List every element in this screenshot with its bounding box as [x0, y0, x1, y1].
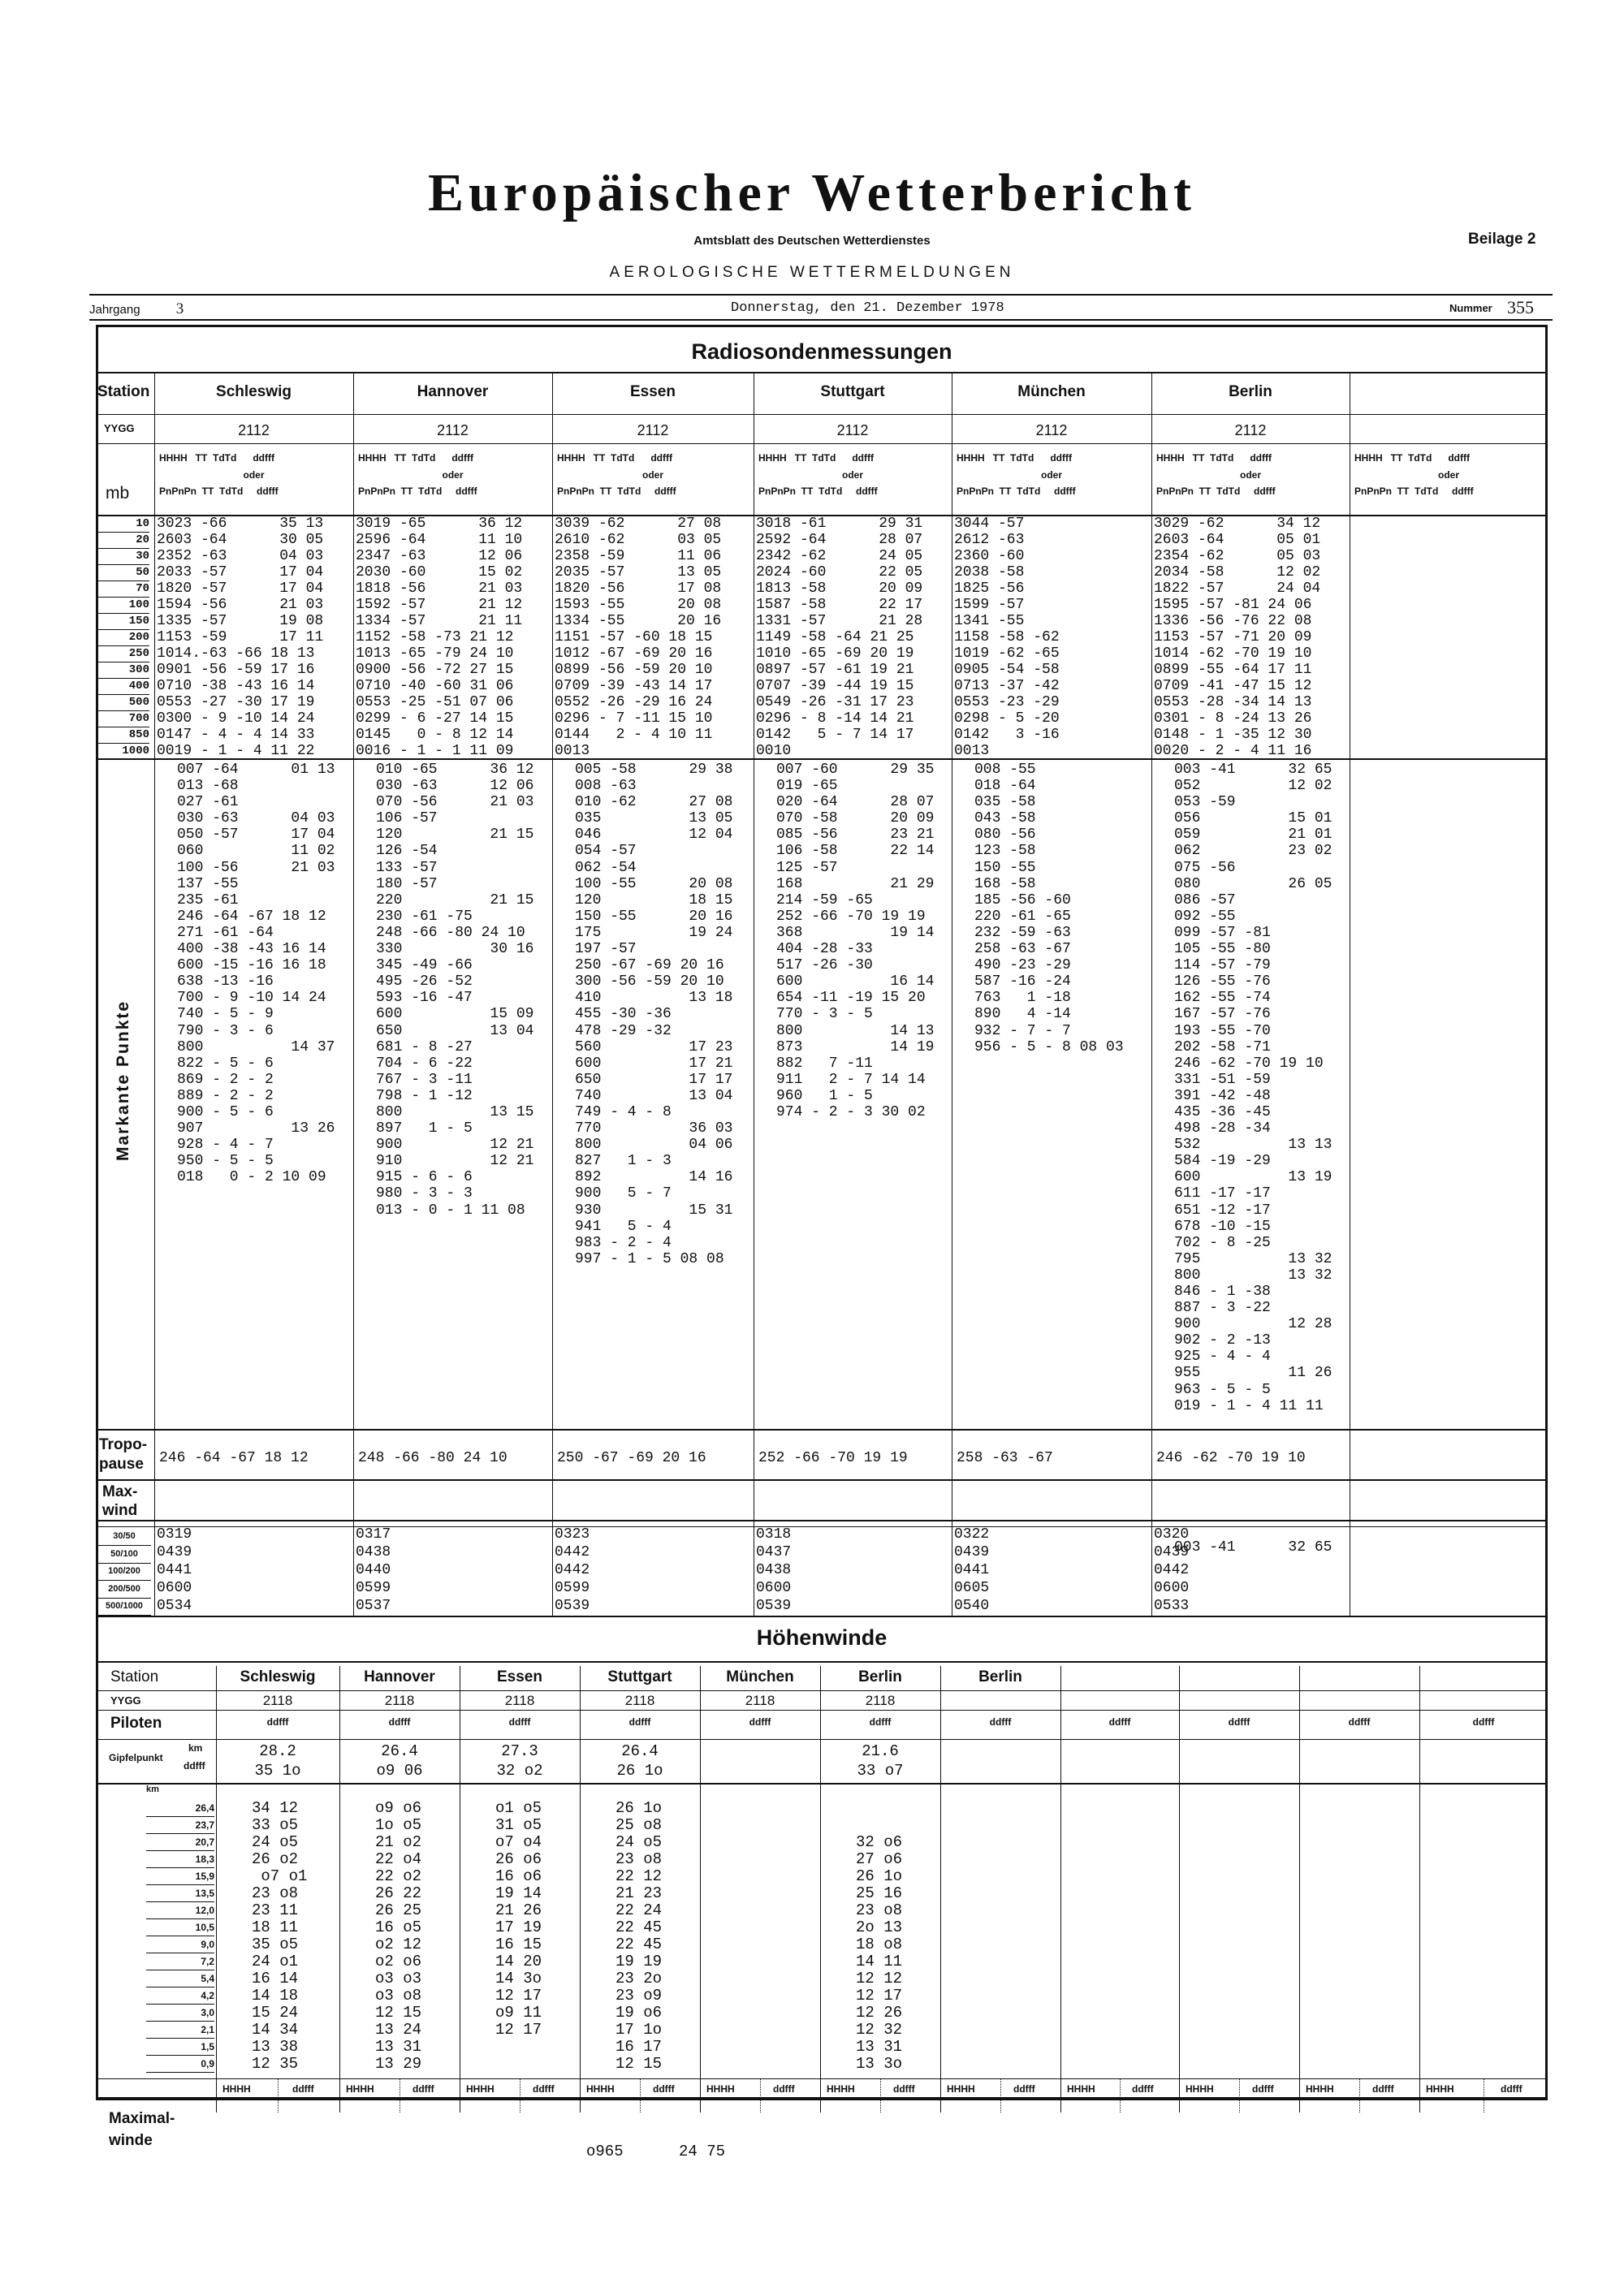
gipfel-km-label: km [188, 1742, 203, 1754]
tropopause-value: 258 -63 -67 [957, 1450, 1053, 1466]
maxw-hhhh-head: HHHH [1426, 2083, 1454, 2095]
maxw-ddfff-head: ddfff [1013, 2083, 1035, 2095]
maxw-ddfff-head: ddfff [1132, 2083, 1154, 2095]
maximal-winde-value: o965 24 75 [586, 2143, 726, 2160]
hw-ddfff-head: ddfff [1108, 1716, 1131, 1728]
gipfel-dd: 26 1o [616, 1762, 663, 1780]
station-name: Hannover [417, 383, 489, 400]
gipfel-dd: o9 06 [376, 1762, 423, 1780]
rs-row-rule [96, 443, 1548, 444]
hw-yygg-value: 2118 [624, 1693, 655, 1708]
mb-level: 10 [97, 516, 149, 533]
gipfel-km: 26.4 [381, 1742, 418, 1760]
col-head-line1: HHHH TT TdTd ddfff [957, 452, 1072, 464]
gipfel-label: Gipfelpunkt [109, 1752, 163, 1763]
maxw-split [640, 2078, 641, 2113]
gipfel-km: 21.6 [862, 1742, 899, 1760]
hw-row-rule [96, 1739, 1548, 1740]
rs-row-rule [96, 1520, 1548, 1521]
maxw-ddfff-head: ddfff [292, 2083, 314, 2095]
km-level: 5,4 [146, 1970, 214, 1987]
hw-yygg-value: 2118 [504, 1693, 535, 1708]
thickness-values: 0319 0439 0441 0600 0534 [157, 1526, 192, 1614]
yygg-value: 2112 [637, 422, 669, 438]
maxw-ddfff-head: ddfff [412, 2083, 434, 2095]
col-head-line2: PnPnPn TT TdTd ddfff [557, 486, 676, 497]
hw-ddfff-head: ddfff [266, 1716, 289, 1728]
maxw-hhhh-head: HHHH [1186, 2083, 1214, 2095]
maxw-split [1239, 2078, 1240, 2113]
hw-col-rule [940, 1666, 941, 2113]
mb-level: 70 [97, 580, 149, 598]
yygg-value: 2112 [437, 422, 469, 438]
rs-row-rule [96, 1479, 1548, 1481]
maxw-hhhh-head: HHHH [1306, 2083, 1334, 2095]
yygg-value: 2112 [836, 422, 869, 438]
marked-points: 005 -58 29 38 008 -63 010 -62 27 08 035 13 05 046 12 04 054 -57 062 -54 100 -55 20 08 120 18 15 150 -55 20 16 175 19 24 197 -57 250 -67 -69 20 16 300 -56 -59 20 10 410 13 18 455 -30 -36 478 -29 -32 560 17 23 600 17 21 650 17 17 740 13 04 749 - 4 - 8 770 36 03 800 04 06 827 1 - 3 892 14 16 900 5 - 7 930 15 31 941 5 - 4 983 - 2 - 4 997 - 1 - 5 08 08 [575, 762, 733, 1267]
mb-level: 250 [97, 645, 149, 662]
hw-station-label: Station [110, 1668, 159, 1685]
thickness-values: 0317 0438 0440 0599 0537 [356, 1526, 391, 1614]
hw-row-rule [96, 2078, 1548, 2079]
maxw-split [1000, 2078, 1001, 2113]
gipfel-dd: 35 1o [254, 1762, 301, 1780]
supplement-label: Beilage 2 [1468, 231, 1536, 248]
hw-station-name: Hannover [364, 1668, 435, 1685]
maxw-hhhh-head: HHHH [222, 2083, 251, 2095]
maximal-winde-label: Maximal- winde [109, 2110, 175, 2149]
marked-points: 007 -64 01 13 013 -68 027 -61 030 -63 04 03 050 -57 17 04 060 11 02 100 -56 21 03 137 -55 235 -61 246 -64 -67 18 12 271 -61 -64 400 -38 -43 16 14 600 -15 -16 16 18 638 -13 -16 700 - 9 -10 14 24 740 - 5 - 9 790 - 3 - 6 800 14 37 822 - 5 - 6 869 - 2 - 2 889 - 2 - 2 900 - 5 - 6 907 13 26 928 - 4 - 7 950 - 5 - 5 018 0 - 2 10 09 [177, 762, 335, 1186]
station-name: Berlin [1229, 383, 1272, 400]
yygg-label: YYGG [104, 422, 135, 434]
hw-yygg-value: 2118 [745, 1693, 775, 1708]
col-head-oder: oder [442, 469, 464, 481]
km-level: 4,2 [146, 1987, 214, 2005]
standard-levels: 3019 -65 36 12 2596 -64 11 10 2347 -63 12 06 2030 -60 15 02 1818 -56 21 03 1592 -57 21 12 1334 -57 21 11 1152 -58 -73 21 12 1013 -65 -79 24 10 0900 -56 -72 27 15 0710 -40 -60 31 06 0553 -25 -51 07 06 0299 - 6 -27 14 15 0145 0 - 8 12 14 0016 - 1 - 1 11 09 [356, 516, 523, 759]
tropopause-value: 246 -62 -70 19 10 [1156, 1450, 1306, 1466]
hw-yygg-value: 2118 [384, 1693, 415, 1708]
rs-row-rule [96, 414, 1548, 415]
gipfel-km: 26.4 [621, 1742, 659, 1760]
hw-ddfff-head: ddfff [989, 1716, 1012, 1728]
col-head-line1: HHHH TT TdTd ddfff [1354, 452, 1470, 464]
hw-ddfff-head: ddfff [1228, 1716, 1250, 1728]
radiosonde-title: Radiosondenmessungen [691, 339, 952, 364]
col-head-line1: HHHH TT TdTd ddfff [557, 452, 672, 464]
volume-caption: Jahrgang [89, 303, 140, 317]
maxwind-label: Max- wind [102, 1483, 138, 1519]
thickness-layer-label: 200/500 [97, 1581, 151, 1599]
maxw-hhhh-head: HHHH [947, 2083, 975, 2095]
col-head-line2: PnPnPn TT TdTd ddfff [159, 486, 279, 497]
mb-label: mb [106, 484, 130, 503]
mb-level: 500 [97, 694, 149, 711]
col-head-oder: oder [641, 469, 663, 481]
hw-col-rule [1060, 1666, 1061, 2113]
km-level: 7,2 [146, 1953, 214, 1970]
hoehenwinde-title: Höhenwinde [756, 1625, 888, 1650]
col-head-line2: PnPnPn TT TdTd ddfff [758, 486, 878, 497]
gipfel-dd-label: ddfff [184, 1760, 205, 1772]
hw-title-rule [96, 1661, 1548, 1663]
hw-row-rule [96, 1783, 1548, 1785]
hw-station-name: Essen [497, 1668, 542, 1685]
maxw-hhhh-head: HHHH [346, 2083, 374, 2095]
hw-col-rule [1299, 1666, 1300, 2113]
volume-number: 3 [175, 300, 184, 317]
col-head-line1: HHHH TT TdTd ddfff [159, 452, 274, 464]
standard-levels: 3018 -61 29 31 2592 -64 28 07 2342 -62 24 05 2024 -60 22 05 1813 -58 20 09 1587 -58 22 17 1331 -57 21 28 1149 -58 -64 21 25 1010 -65 -69 20 19 0897 -57 -61 19 21 0707 -39 -44 19 15 0549 -26 -31 17 23 0296 - 8 -14 14 21 0142 5 - 7 14 17 0010 [756, 516, 923, 759]
tropopause-value: 248 -66 -80 24 10 [358, 1450, 508, 1466]
station-label: Station [97, 383, 150, 400]
hw-col-rule [1419, 1666, 1420, 2113]
hw-row-rule [96, 1710, 1548, 1711]
hw-ddfff-head: ddfff [628, 1716, 651, 1728]
col-head-line2: PnPnPn TT TdTd ddfff [358, 486, 477, 497]
standard-levels: 3044 -57 2612 -63 2360 -60 2038 -58 1825 -56 1599 -57 1341 -55 1158 -58 -62 1019 -62 -65 0905 -54 -58 0713 -37 -42 0553 -23 -29 0298 - 5 -20 0142 3 -16 0013 [954, 516, 1060, 759]
col-head-line1: HHHH TT TdTd ddfff [358, 452, 473, 464]
thickness-values: 0322 0439 0441 0605 0540 [954, 1526, 990, 1614]
hw-ddfff-head: ddfff [1348, 1716, 1371, 1728]
maxw-ddfff-head: ddfff [893, 2083, 915, 2095]
rs-title-rule [96, 372, 1548, 373]
maxw-ddfff-head: ddfff [773, 2083, 795, 2095]
col-head-line2: PnPnPn TT TdTd ddfff [957, 486, 1076, 497]
tropopause-value: 252 -66 -70 19 19 [758, 1450, 908, 1466]
maxw-split [760, 2078, 761, 2113]
page-title: Europäischer Wetterbericht [427, 163, 1197, 222]
hw-col-rule [700, 1666, 701, 2113]
km-level: 10,5 [146, 1919, 214, 1936]
maxw-hhhh-head: HHHH [827, 2083, 855, 2095]
marked-points: 007 -60 29 35 019 -65 020 -64 28 07 070 -58 20 09 085 -56 23 21 106 -58 22 14 125 -57 168 21 29 214 -59 -65 252 -66 -70 19 19 368 19 14 404 -28 -33 517 -26 -30 600 16 14 654 -11 -19 15 20 770 - 3 - 5 800 14 13 873 14 19 882 7 -11 911 2 - 7 14 14 960 1 - 5 974 - 2 - 3 30 02 [776, 762, 935, 1120]
hw-piloten-label: Piloten [110, 1715, 162, 1732]
marked-points: 003 -41 32 65 052 12 02 053 -59 056 15 01 059 21 01 062 23 02 075 -56 080 26 05 086 -57 092 -55 099 -57 -81 105 -55 -80 114 -57 -79 126 -55 -76 162 -55 -74 167 -57 -76 193 -55 -70 202 -58 -71 246 -62 -70 19 10 331 -51 -59 391 -42 -48 435 -36 -45 498 -28 -34 532 13 13 584 -19 -29 600 13 19 611 -17 -17 651 -12 -17 678 -10 -15 702 - 8 -25 795 13 32 800 13 32 846 - 1 -38 887 - 3 -22 900 12 28 902 - 2 -13 925 - 4 - 4 955 11 26 963 - 5 - 5 019 - 1 - 4 11 11 [1174, 762, 1332, 1414]
marked-points: 010 -65 36 12 030 -63 12 06 070 -56 21 03 106 -57 120 21 15 126 -54 133 -57 180 -57 220 21 15 230 -61 -75 248 -66 -80 24 10 330 30 16 345 -49 -66 495 -26 -52 593 -16 -47 600 15 09 650 13 04 681 - 8 -27 704 - 6 -22 767 - 3 -11 798 - 1 -12 800 13 15 897 1 - 5 900 12 21 910 12 21 915 - 6 - 6 980 - 3 - 3 013 - 0 - 1 11 08 [376, 762, 534, 1219]
mb-level: 20 [97, 532, 149, 549]
standard-levels: 3029 -62 34 12 2603 -64 05 01 2354 -62 05 03 2034 -58 12 02 1822 -57 24 04 1595 -57 -81 24 06 1336 -56 -76 22 08 1153 -57 -71 20 09 1014 -62 -70 19 10 0899 -55 -64 17 11 0709 -41 -47 15 12 0553 -28 -34 14 13 0301 - 8 -24 13 26 0148 - 1 -35 12 30 0020 - 2 - 4 11 16 [1154, 516, 1321, 759]
maxw-split [278, 2078, 279, 2113]
km-level: 12,0 [146, 1902, 214, 1919]
thickness-layer-label: 500/1000 [97, 1598, 151, 1616]
hw-col-rule [339, 1666, 340, 2113]
km-level: 2,1 [146, 2022, 214, 2039]
maxw-split [1120, 2078, 1121, 2113]
col-head-oder: oder [1437, 469, 1459, 481]
section-heading: AEROLOGISCHE WETTERMELDUNGEN [609, 264, 1015, 281]
km-level: 13,5 [146, 1885, 214, 1902]
gipfel-km: 28.2 [259, 1742, 296, 1760]
km-level: 0,9 [146, 2056, 214, 2073]
mb-level: 200 [97, 629, 149, 646]
header-rule-top [89, 294, 1553, 296]
hw-ddfff-head: ddfff [749, 1716, 771, 1728]
tropopause-label: Tropo- pause [99, 1436, 148, 1473]
mb-level: 30 [97, 548, 149, 565]
issue-number: 355 [1507, 297, 1534, 317]
km-head: km [146, 1785, 159, 1794]
rs-col-rule [353, 372, 354, 1616]
col-head-line1: HHHH TT TdTd ddfff [1156, 452, 1272, 464]
hw-yygg-label: YYGG [110, 1694, 141, 1707]
col-head-oder: oder [243, 469, 265, 481]
col-head-oder: oder [841, 469, 863, 481]
km-level: 1,5 [146, 2039, 214, 2056]
mb-level: 100 [97, 597, 149, 614]
hw-station-name: Berlin [978, 1668, 1022, 1685]
rs-row-rule [96, 1429, 1548, 1431]
hw-ddfff-head: ddfff [508, 1716, 531, 1728]
km-level: 23,7 [146, 1817, 214, 1834]
hw-top-rule [96, 1616, 1548, 1617]
thickness-layer-label: 50/100 [97, 1546, 151, 1564]
thickness-layer-label: 100/200 [97, 1563, 151, 1581]
km-level: 20,7 [146, 1834, 214, 1851]
col-head-line2: PnPnPn TT TdTd ddfff [1354, 486, 1474, 497]
km-wind-values: 32 o6 27 o6 26 1o 25 16 23 o8 2o 13 18 o8 14 11 12 12 12 17 12 26 12 32 13 31 13 3o [856, 1833, 903, 2073]
station-name: München [1017, 383, 1086, 400]
maxw-split [1359, 2078, 1360, 2113]
hw-ddfff-head: ddfff [388, 1716, 411, 1728]
hw-col-rule [1179, 1666, 1180, 2113]
yygg-value: 2112 [1234, 422, 1267, 438]
issue-date: Donnerstag, den 21. Dezember 1978 [731, 300, 1004, 316]
volume-label [89, 300, 184, 318]
tropopause-value: 246 -64 -67 18 12 [159, 1450, 309, 1466]
km-level: 18,3 [146, 1851, 214, 1868]
header-rule-bottom [89, 319, 1553, 321]
km-level: 9,0 [146, 1936, 214, 1953]
maxw-hhhh-head: HHHH [1067, 2083, 1095, 2095]
rs-col-rule [552, 372, 553, 1616]
maxwind-value: 003 -41 32 65 [1174, 1539, 1332, 1556]
marked-points: 008 -55 018 -64 035 -58 043 -58 080 -56 123 -58 150 -55 168 -58 185 -56 -60 220 -61 -65 232 -59 -63 258 -63 -67 490 -23 -29 587 -16 -24 763 1 -18 890 4 -14 932 - 7 - 7 956 - 5 - 8 08 03 [974, 762, 1124, 1055]
thickness-layer-label: 30/50 [97, 1528, 151, 1546]
gipfel-dd: 33 o7 [857, 1762, 904, 1780]
hw-station-name: München [726, 1668, 794, 1685]
station-name: Essen [630, 383, 676, 400]
col-head-line2: PnPnPn TT TdTd ddfff [1156, 486, 1276, 497]
km-wind-values: 26 1o 25 o8 24 o5 23 o8 22 12 21 23 22 24 22 45 22 45 19 19 23 2o 23 o9 19 o6 17 1o 16 17 12 15 [615, 1799, 663, 2073]
mb-level: 150 [97, 613, 149, 630]
col-head-line1: HHHH TT TdTd ddfff [758, 452, 874, 464]
col-head-oder: oder [1239, 469, 1261, 481]
marked-points-label: Markante Punkte [114, 999, 132, 1161]
hw-col-rule [580, 1666, 581, 2113]
km-level: 3,0 [146, 2005, 214, 2022]
rs-col-rule [1151, 372, 1152, 1616]
gipfel-dd: 32 o2 [496, 1762, 543, 1780]
hw-station-name: Berlin [858, 1668, 902, 1685]
hw-ddfff-head: ddfff [1472, 1716, 1495, 1728]
hw-col-rule [216, 1666, 217, 2113]
issue-number-label: Nummer [1449, 302, 1492, 314]
thickness-values: 0320 0439 0442 0600 0533 [1154, 1526, 1190, 1614]
maxw-ddfff-head: ddfff [533, 2083, 555, 2095]
maxw-ddfff-head: ddfff [1252, 2083, 1274, 2095]
maxw-hhhh-head: HHHH [466, 2083, 495, 2095]
thickness-values: 0323 0442 0442 0599 0539 [555, 1526, 590, 1614]
mb-level: 50 [97, 564, 149, 581]
hw-col-rule [820, 1666, 821, 2113]
yygg-value: 2112 [238, 422, 270, 438]
hw-yygg-value: 2118 [865, 1693, 896, 1708]
mb-level: 700 [97, 710, 149, 727]
publisher-line: Amtsblatt des Deutschen Wetterdienstes [693, 234, 931, 248]
station-name: Stuttgart [820, 383, 885, 400]
standard-levels: 3039 -62 27 08 2610 -62 03 05 2358 -59 11 06 2035 -57 13 05 1820 -56 17 08 1593 -55 20 08 1334 -55 20 16 1151 -57 -60 18 15 1012 -67 -69 20 16 0899 -56 -59 20 10 0709 -39 -43 14 17 0552 -26 -29 16 24 0296 - 7 -11 15 10 0144 2 - 4 10 11 0013 [555, 516, 722, 759]
maxw-hhhh-head: HHHH [586, 2083, 615, 2095]
mb-level: 850 [97, 727, 149, 744]
maxw-ddfff-head: ddfff [1372, 2083, 1394, 2095]
mb-level: 400 [97, 678, 149, 695]
standard-levels: 3023 -66 35 13 2603 -64 30 05 2352 -63 04 03 2033 -57 17 04 1820 -57 17 04 1594 -56 21 03 1335 -57 19 08 1153 -59 17 11 1014.-63 -66 18 13 0901 -56 -59 17 16 0710 -38 -43 16 14 0553 -27 -30 17 19 0300 - 9 -10 14 24 0147 - 4 - 4 14 33 0019 - 1 - 4 11 22 [157, 516, 324, 759]
col-head-oder: oder [1040, 469, 1062, 481]
hw-yygg-value: 2118 [262, 1693, 293, 1708]
thickness-values: 0318 0437 0438 0600 0539 [756, 1526, 792, 1614]
maxw-split [880, 2078, 881, 2113]
km-wind-values: o1 o5 31 o5 o7 o4 26 o6 16 o6 19 14 21 26 17 19 16 15 14 20 14 3o 12 17 o9 11 12 17 [495, 1799, 542, 2039]
mb-level: 1000 [97, 743, 149, 760]
km-wind-values: 34 12 33 o5 24 o5 26 o2 o7 o1 23 o8 23 11 18 11 35 o5 24 o1 16 14 14 18 15 24 14 34 13 38 12 35 [252, 1799, 308, 2073]
hw-ddfff-head: ddfff [869, 1716, 892, 1728]
hw-station-name: Schleswig [240, 1668, 316, 1685]
km-level: 15,9 [146, 1868, 214, 1885]
hw-row-rule [96, 1690, 1548, 1691]
gipfel-km: 27.3 [501, 1742, 538, 1760]
maxw-ddfff-head: ddfff [653, 2083, 675, 2095]
mb-level: 300 [97, 662, 149, 679]
yygg-value: 2112 [1035, 422, 1068, 438]
maxw-ddfff-head: ddfff [1501, 2083, 1522, 2095]
rs-col-rule [154, 372, 155, 1616]
maxw-hhhh-head: HHHH [706, 2083, 735, 2095]
km-level: 26,4 [146, 1800, 214, 1817]
station-name: Schleswig [216, 383, 292, 400]
tropopause-value: 250 -67 -69 20 16 [557, 1450, 706, 1466]
km-wind-values: o9 o6 1o o5 21 o2 22 o4 22 o2 26 22 26 25 16 o5 o2 12 o2 o6 o3 o3 o3 o8 12 15 13 24 13 31 13 29 [375, 1799, 422, 2073]
rs-row-rule [96, 1526, 1548, 1527]
hw-station-name: Stuttgart [607, 1668, 672, 1685]
